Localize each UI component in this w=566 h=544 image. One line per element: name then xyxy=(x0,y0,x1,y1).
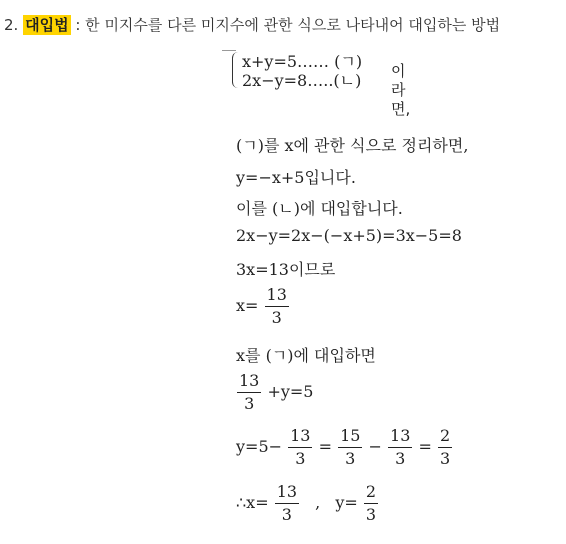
numerator: 15 xyxy=(338,425,362,448)
numerator: 13 xyxy=(288,425,312,448)
numerator: 2 xyxy=(364,481,378,504)
fraction xyxy=(237,370,261,415)
y-equals: y= xyxy=(335,493,358,512)
step-1: (ㄱ)를 x에 관한 식으로 정리하면, xyxy=(236,136,469,155)
denominator: 3 xyxy=(271,308,282,327)
step-8-rhs: +y=5 xyxy=(267,382,314,401)
step-4: 2x−y=2x−(−x+5)=3x−5=8 xyxy=(236,226,462,245)
item-number: 2. xyxy=(4,16,19,34)
highlighted-term: 대입법 xyxy=(25,16,69,34)
step-9-lhs: y=5− xyxy=(236,437,283,456)
equation-1: x+y=5…… (ㄱ) xyxy=(242,52,363,71)
numerator: 13 xyxy=(265,284,289,307)
denominator: 3 xyxy=(281,505,292,524)
fraction xyxy=(388,425,412,470)
fraction xyxy=(338,425,362,470)
step-7: x를 (ㄱ)에 대입하면 xyxy=(236,346,376,365)
system-suffix: 이라면, xyxy=(391,62,411,118)
equals-sign: = xyxy=(418,437,432,456)
comma: , xyxy=(315,493,321,512)
denominator: 3 xyxy=(439,449,451,468)
fraction xyxy=(288,425,312,470)
numerator: 13 xyxy=(388,425,412,448)
denominator: 3 xyxy=(365,505,377,524)
denominator: 3 xyxy=(295,449,306,468)
definition-text: : 한 미지수를 다른 미지수에 관한 식으로 나타내어 대입하는 방법 xyxy=(75,16,501,34)
step-5: 3x=13이므로 xyxy=(236,260,336,279)
equals-sign: = xyxy=(318,437,332,456)
equation-system xyxy=(236,52,411,118)
step-10 xyxy=(236,481,379,526)
fraction xyxy=(275,481,299,526)
step-3: 이를 (ㄴ)에 대입합니다. xyxy=(236,199,403,218)
fraction xyxy=(438,425,452,470)
divider xyxy=(222,50,236,51)
fraction xyxy=(364,481,378,526)
numerator: 13 xyxy=(237,370,261,393)
step-2: y=−x+5입니다. xyxy=(236,168,356,187)
definition-header xyxy=(4,14,500,35)
minus-sign: − xyxy=(368,437,382,456)
denominator: 3 xyxy=(395,449,406,468)
equation-2: 2x−y=8…..(ㄴ) xyxy=(242,71,362,90)
denominator: 3 xyxy=(244,394,255,413)
step-6 xyxy=(236,284,290,329)
step-9 xyxy=(236,425,453,470)
numerator: 13 xyxy=(275,481,299,504)
left-brace xyxy=(232,52,239,88)
step-6-lhs: x= xyxy=(236,296,259,315)
step-8 xyxy=(236,370,313,415)
fraction xyxy=(265,284,289,329)
numerator: 2 xyxy=(438,425,452,448)
denominator: 3 xyxy=(345,449,356,468)
therefore-x: ∴x= xyxy=(236,493,269,512)
